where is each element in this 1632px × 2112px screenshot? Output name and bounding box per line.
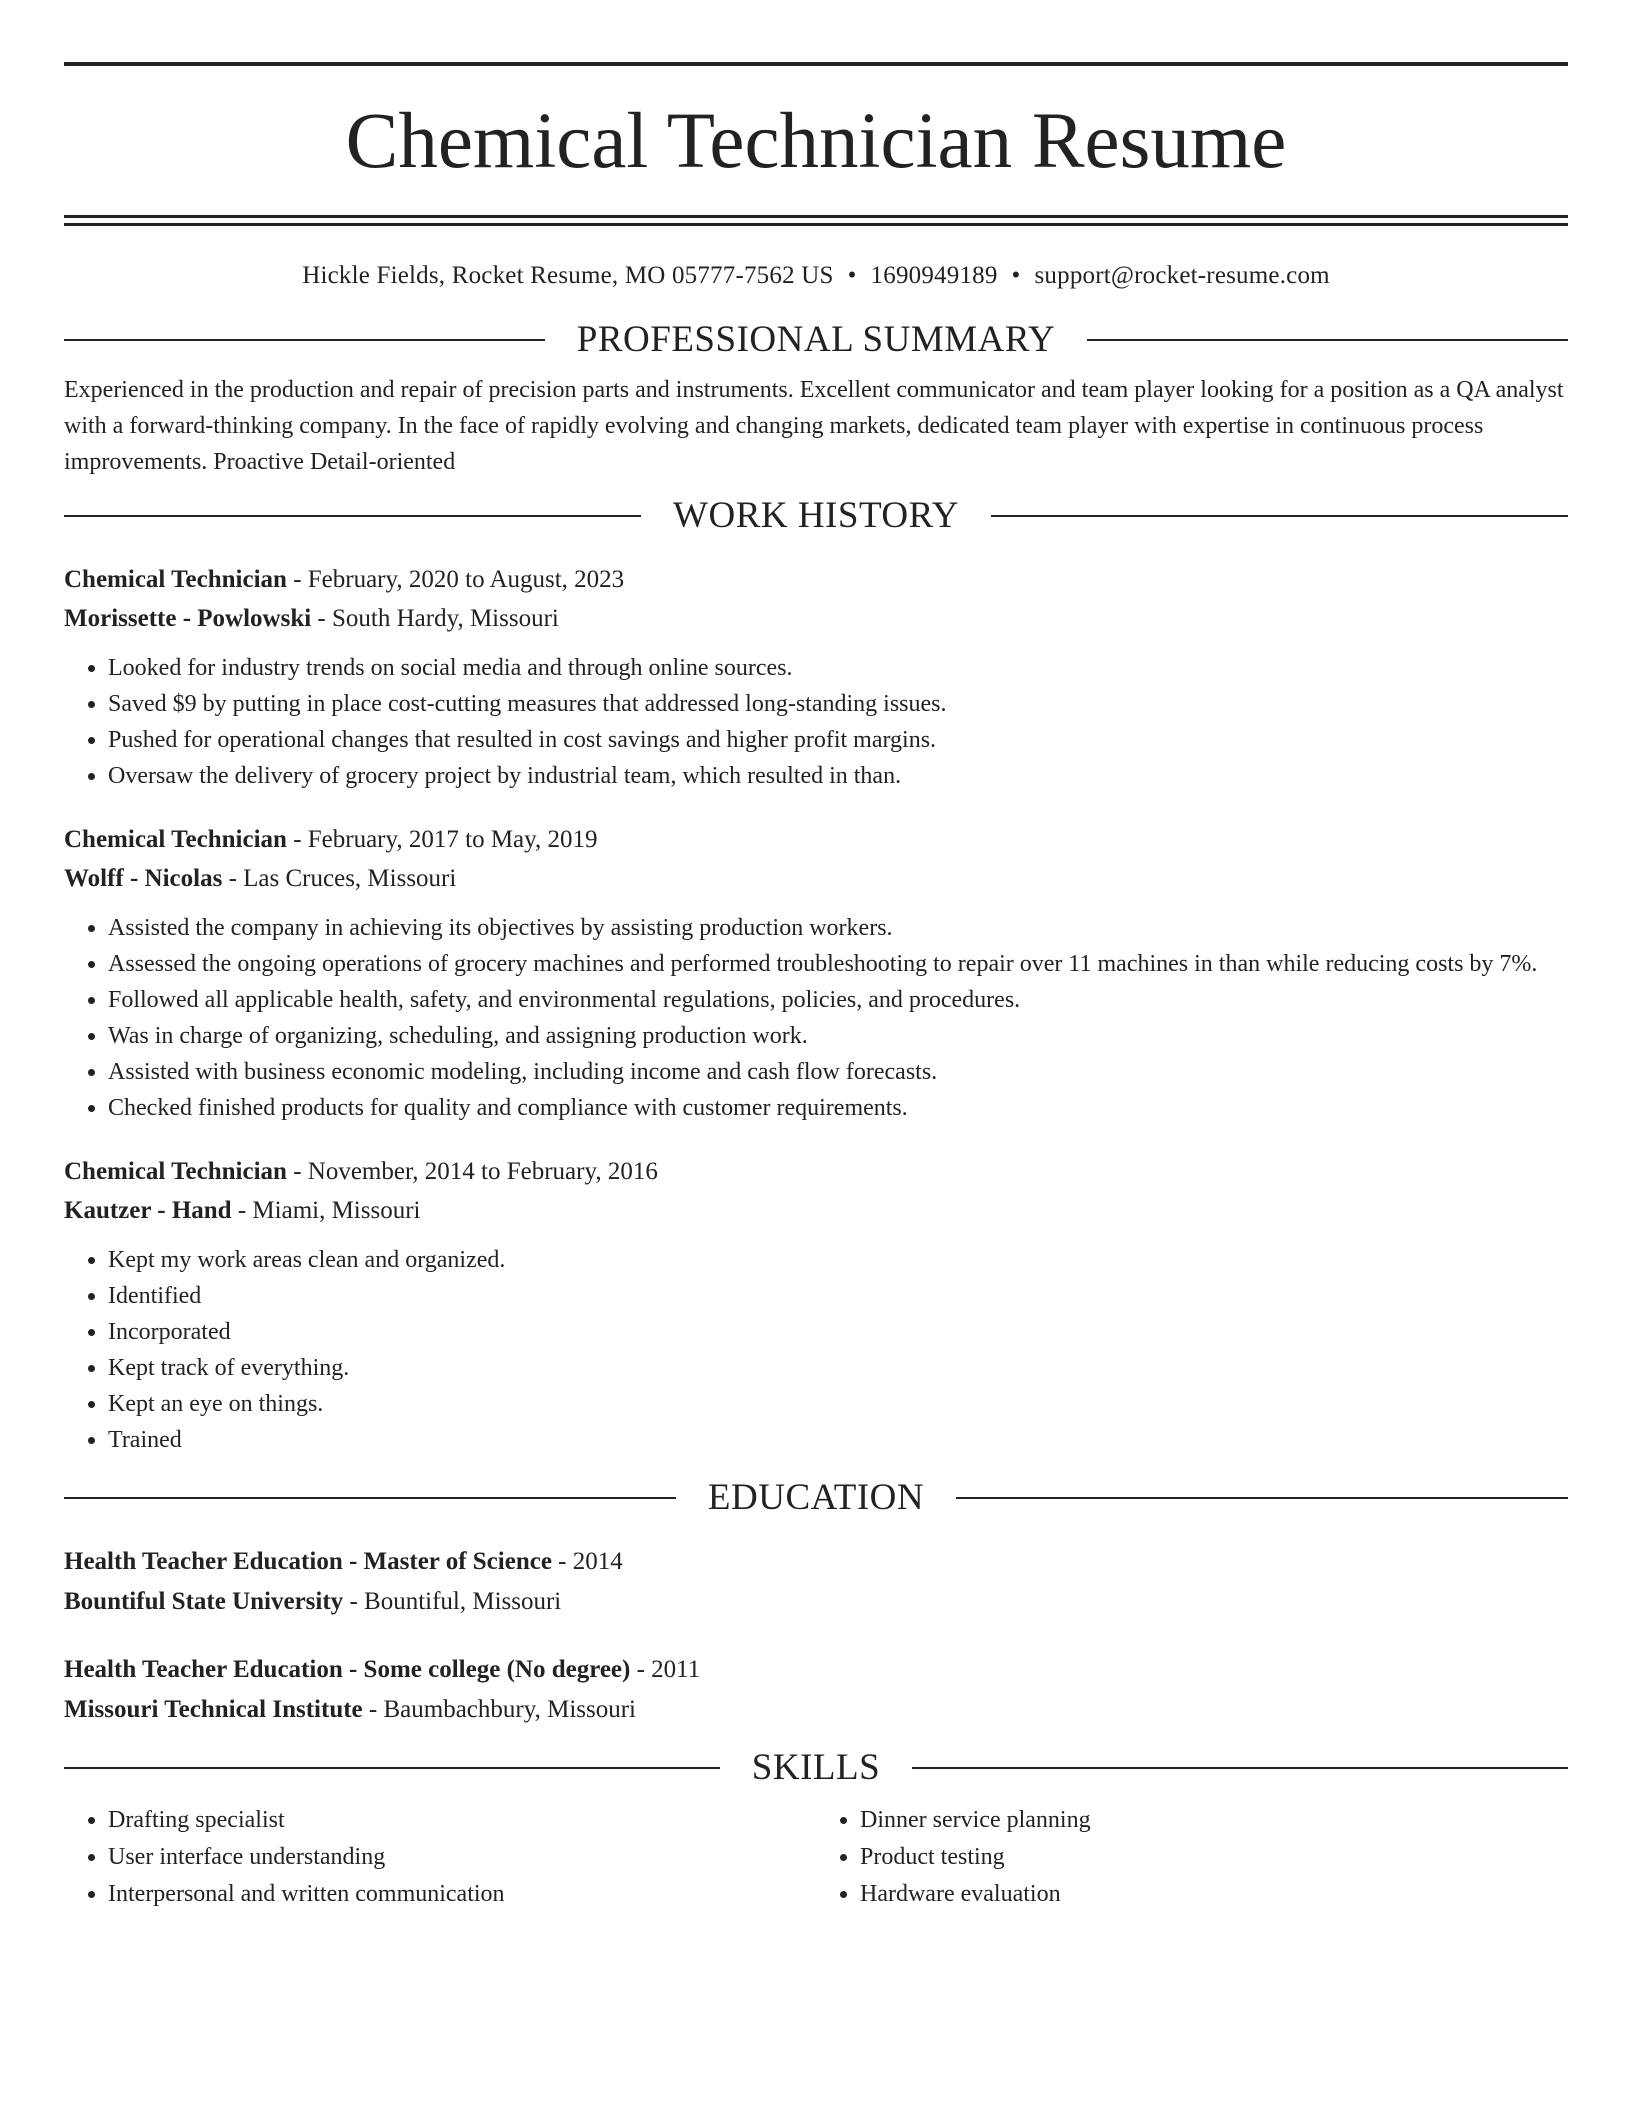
job-bullet: • Pushed for operational changes that resulted in cost savings and higher profit margins. xyxy=(108,722,1568,758)
education-entry xyxy=(64,1650,1568,1730)
skills-column-left xyxy=(64,1802,816,1913)
section-rule xyxy=(991,515,1568,517)
skill-item: • Interpersonal and written communication xyxy=(108,1876,816,1913)
section-rule xyxy=(64,515,641,517)
job-entry xyxy=(64,560,1568,794)
section-rule xyxy=(1087,339,1568,341)
section-rule xyxy=(956,1497,1568,1499)
job-bullets xyxy=(64,910,1568,1126)
education-year: - 2011 xyxy=(630,1656,701,1684)
skills-grid xyxy=(64,1802,1568,1913)
job-company-line xyxy=(64,859,1568,898)
job-bullet: • Followed all applicable health, safety, and environmental regulations, policies, and procedures. xyxy=(108,982,1568,1018)
job-bullet: • Was in charge of organizing, scheduling, and assigning production work. xyxy=(108,1018,1568,1054)
job-bullet: • Saved $9 by putting in place cost-cutting measures that addressed long-standing issues. xyxy=(108,686,1568,722)
job-company-line xyxy=(64,599,1568,638)
job-title-line xyxy=(64,820,1568,859)
skills-column-right xyxy=(816,1802,1568,1913)
job-role: Chemical Technician xyxy=(64,566,287,594)
contact-email: support@rocket-resume.com xyxy=(1034,262,1330,289)
contact-address: Hickle Fields, Rocket Resume, MO 05777-7562 US xyxy=(302,262,834,289)
education-school-line xyxy=(64,1690,1568,1730)
skill-item: • Dinner service planning xyxy=(860,1802,1568,1839)
job-dates: - February, 2020 to August, 2023 xyxy=(286,566,625,594)
section-title: PROFESSIONAL SUMMARY xyxy=(576,319,1056,360)
section-title: SKILLS xyxy=(751,1747,881,1789)
skill-item: • Product testing xyxy=(860,1839,1568,1876)
job-location: - Miami, Missouri xyxy=(231,1197,421,1225)
job-entry xyxy=(64,1152,1568,1458)
job-bullet: • Oversaw the delivery of grocery project by industrial team, which resulted in than. xyxy=(108,758,1568,794)
top-rule xyxy=(64,62,1568,66)
job-bullets xyxy=(64,650,1568,794)
job-bullet: • Looked for industry trends on social media and through online sources. xyxy=(108,650,1568,686)
job-bullet: • Identified xyxy=(108,1278,1568,1314)
job-bullet: • Kept track of everything. xyxy=(108,1350,1568,1386)
section-title: WORK HISTORY xyxy=(673,495,959,537)
section-title: EDUCATION xyxy=(707,1477,925,1519)
education-school-line xyxy=(64,1582,1568,1622)
education-year: - 2014 xyxy=(551,1548,623,1576)
education-school: Bountiful State University xyxy=(64,1588,344,1616)
job-bullet: • Assisted the company in achieving its objectives by assisting production workers. xyxy=(108,910,1568,946)
job-bullet: • Kept an eye on things. xyxy=(108,1386,1568,1422)
education-degree: Health Teacher Education - Some college (No degree) xyxy=(64,1656,631,1684)
contact-separator: • xyxy=(847,262,857,289)
job-dates: - February, 2017 to May, 2019 xyxy=(286,826,598,854)
skill-item: • Drafting specialist xyxy=(108,1802,816,1839)
summary-text: Experienced in the production and repair of precision parts and instruments. Excellent communicator and team player looking for a position as a QA analyst with a forward-thinking company. In the face of rapidly evolving and changing markets, dedicated team player with expertise in continuous process improvements. Proactive Detail-oriented xyxy=(64,377,1564,476)
section-header-work xyxy=(64,492,1568,540)
education-location: - Baumbachbury, Missouri xyxy=(362,1696,636,1724)
job-company: Morissette - Powlowski xyxy=(64,605,312,633)
job-title-line xyxy=(64,560,1568,599)
job-title-line xyxy=(64,1152,1568,1191)
job-bullet: • Assisted with business economic modeling, including income and cash flow forecasts. xyxy=(108,1054,1568,1090)
job-location: - South Hardy, Missouri xyxy=(311,605,559,633)
work-history-list xyxy=(64,560,1568,1458)
job-dates: - November, 2014 to February, 2016 xyxy=(286,1158,658,1186)
contact-separator: • xyxy=(1011,262,1021,289)
section-rule xyxy=(64,339,545,341)
job-company-line xyxy=(64,1191,1568,1230)
section-rule xyxy=(64,1497,676,1499)
education-degree-line xyxy=(64,1542,1568,1582)
job-role: Chemical Technician xyxy=(64,826,287,854)
job-bullet: • Trained xyxy=(108,1422,1568,1458)
contact-line xyxy=(64,262,1568,290)
job-location: - Las Cruces, Missouri xyxy=(222,865,457,893)
education-school: Missouri Technical Institute xyxy=(64,1696,363,1724)
job-bullet: • Kept my work areas clean and organized. xyxy=(108,1242,1568,1278)
section-header-skills xyxy=(64,1744,1568,1792)
job-bullets xyxy=(64,1242,1568,1458)
education-degree: Health Teacher Education - Master of Science xyxy=(64,1548,552,1576)
education-degree-line xyxy=(64,1650,1568,1690)
job-bullet: • Assessed the ongoing operations of grocery machines and performed troubleshooting to repair over 11 machines in than while reducing costs by 7%. xyxy=(108,946,1568,982)
job-company: Wolff - Nicolas xyxy=(64,865,223,893)
section-header-education xyxy=(64,1474,1568,1522)
skill-item: • Hardware evaluation xyxy=(860,1876,1568,1913)
resume-title: Chemical Technician Resume xyxy=(345,98,1287,185)
section-rule xyxy=(64,1767,720,1769)
job-company: Kautzer - Hand xyxy=(64,1197,232,1225)
education-entry xyxy=(64,1542,1568,1622)
skill-item: • User interface understanding xyxy=(108,1839,816,1876)
section-rule xyxy=(912,1767,1568,1769)
contact-phone: 1690949189 xyxy=(870,262,998,289)
job-entry xyxy=(64,820,1568,1126)
job-bullet: • Incorporated xyxy=(108,1314,1568,1350)
education-location: - Bountiful, Missouri xyxy=(343,1588,562,1616)
section-header-summary xyxy=(64,316,1568,364)
title-double-rule xyxy=(64,215,1568,226)
job-bullet: • Checked finished products for quality and compliance with customer requirements. xyxy=(108,1090,1568,1126)
job-role: Chemical Technician xyxy=(64,1158,287,1186)
